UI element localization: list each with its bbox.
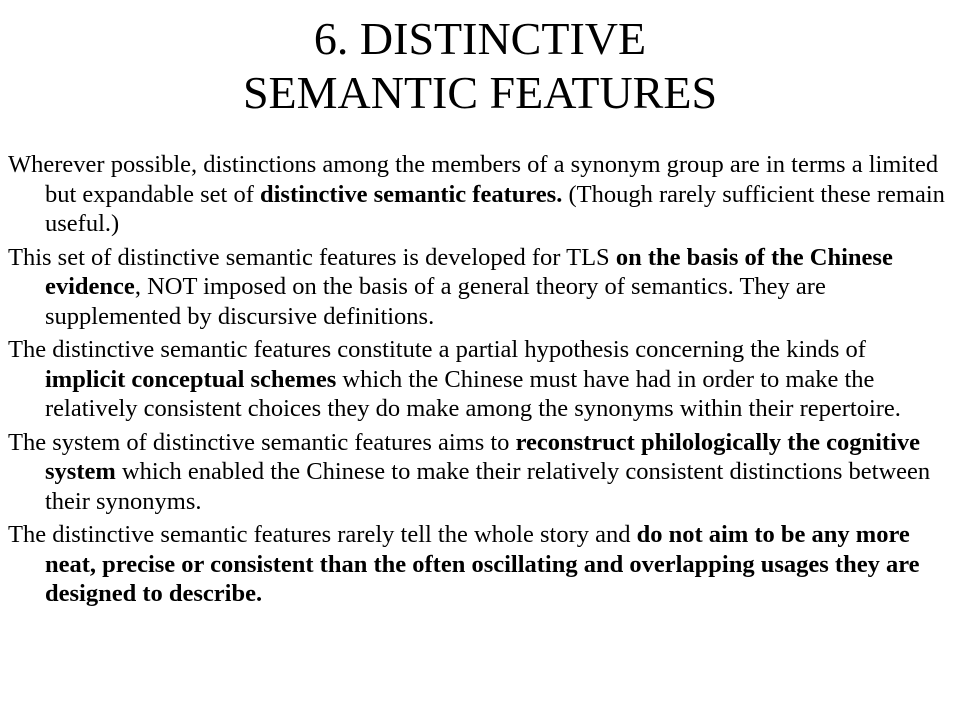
paragraph-text: Wherever possible, distinctions among the members of a synonym group are in terms a limited but expandable set of [8,151,939,208]
paragraph-text: This set of distinctive semantic features is developed for TLS [8,243,616,271]
paragraph-text: (Though rarely sufficient these remain useful.) [45,180,945,237]
paragraph-text: which the Chinese must have had in order to make the relatively consistent choices they do make among the synonyms within their repertoire. [45,365,901,422]
paragraph-1 [8,150,948,239]
paragraph-text: The system of distinctive semantic features aims to [8,428,516,456]
paragraph-emphasis: on the basis of the Chinese evidence [45,243,893,300]
title-line-2: SEMANTIC FEATURES [242,67,718,118]
paragraph-emphasis: reconstruct philologically the cognitive system [45,428,920,485]
paragraph-emphasis: do not aim to be any more neat, precise or consistent than the often oscillating and overlapping usages they are designed to describe. [45,521,920,607]
slide-title [0,12,960,120]
paragraph-text: The distinctive semantic features rarely tell the whole story and [8,521,637,548]
paragraph-text: , NOT imposed on the basis of a general theory of semantics. They are supplemented by discursive definitions. [45,273,826,330]
paragraph-5 [8,520,948,609]
paragraph-text: The distinctive semantic features constitute a partial hypothesis concerning the kinds of [8,336,866,363]
paragraph-4 [8,428,948,517]
slide-body [8,150,948,613]
paragraph-text: which enabled the Chinese to make their relatively consistent distinctions between their synonyms. [45,458,931,515]
paragraph-3 [8,335,948,424]
paragraph-emphasis: distinctive semantic features. [260,180,563,208]
paragraph-2 [8,243,948,332]
title-line-1: 6. DISTINCTIVE [313,13,647,64]
paragraph-emphasis: implicit conceptual schemes [45,365,337,393]
